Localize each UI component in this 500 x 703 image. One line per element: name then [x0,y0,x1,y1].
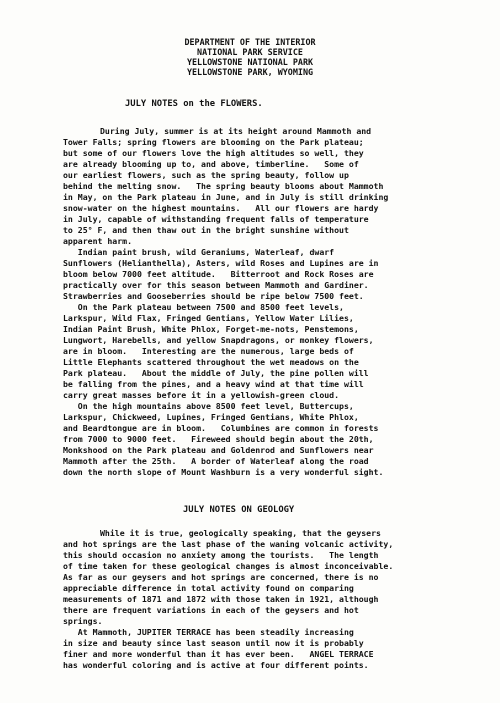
flowers-line: practically over for this season between Mammoth and Gardiner. [63,280,369,290]
flowers-line: Indian Paint Brush, White Phlox, Forget-me-nots, Penstemons, [63,324,359,334]
flowers-line: Lungwort, Harebells, and yellow Snapdragons, or monkey flowers, [63,335,374,345]
flowers-line: to 25° F, and then thaw out in the bright sunshine without [63,225,349,235]
flowers-line: in July, capable of withstanding frequent falls of temperature [63,214,369,224]
header-service: NATIONAL PARK SERVICE [197,47,303,57]
flowers-line: Larkspur, Wild Flax, Fringed Gentians, Yellow Water Lilies, [63,313,354,323]
flowers-line: down the north slope of Mount Washburn is a very wonderful sight. [63,467,384,477]
flowers-line: Indian paint brush, wild Geraniums, Waterleaf, dwarf [63,247,335,257]
geology-line: measurements of 1871 and 1872 with those taken in 1921, although [63,594,379,604]
flowers-line: our earliest flowers, such as the spring beauty, follow up [63,170,349,180]
flowers-section-title: JULY NOTES on the FLOWERS. [125,99,263,109]
flowers-line: in May, on the Park plateau in June, and in July is still drinking [63,192,389,202]
flowers-line: apparent harm. [63,236,133,246]
header-location: YELLOWSTONE PARK, WYOMING [186,67,314,77]
geology-line: finer and more wonderful than it has ever been. ANGEL TERRACE [63,649,374,659]
geology-line: appreciable difference in total activity found on comparing [63,583,354,593]
flowers-line: and Beardtongue are in bloom. Columbines are common in forests [63,423,379,433]
geology-line: and hot springs are the last phase of the waning volcanic activity, [63,539,394,549]
flowers-line: Monkshood on the Park plateau and Goldenrod and Sunflowers near [63,445,374,455]
flowers-line: On the high mountains above 8500 feet level, Buttercups, [63,401,354,411]
geology-line: has wonderful coloring and is active at four different points. [63,660,369,670]
flowers-line: but some of our flowers love the high altitudes so well, they [63,148,364,158]
flowers-line: are in bloom. Interesting are the numerous, large beds of [63,346,354,356]
flowers-line: Sunflowers (Helianthella), Asters, wild Roses and Lupines are in [63,258,379,268]
flowers-line: During July, summer is at its height around Mammoth and [100,126,372,136]
flowers-line: from 7000 to 9000 feet. Fireweed should begin about the 20th, [63,434,374,444]
flowers-line: carry great masses before it in a yellowish-green cloud. [63,390,340,400]
flowers-line: snow-water on the highest mountains. All our flowers are hardy [63,203,379,213]
geology-line: this should occasion no anxiety among the tourists. The length [63,550,379,560]
geology-line: of time taken for these geological changes is almost inconceivable. [63,561,394,571]
flowers-line: On the Park plateau between 7500 and 8500 feet levels, [63,302,344,312]
flowers-line: behind the melting snow. The spring beauty blooms about Mammoth [63,181,384,191]
header-park: YELLOWSTONE NATIONAL PARK [186,57,314,67]
geology-line: At Mammoth, JUPITER TERRACE has been steadily increasing [63,627,354,637]
flowers-line: Strawberries and Gooseberries should be ripe below 7500 feet. [63,291,364,301]
flowers-line: are already blooming up to, and above, timberline. Some of [63,159,359,169]
geology-line: in size and beauty since last season until now it is probably [63,638,364,648]
flowers-line: bloom below 7000 feet altitude. Bitterroot and Rock Roses are [63,269,374,279]
geology-section-title: JULY NOTES ON GEOLOGY [183,505,295,515]
flowers-line: Little Elephants scattered throughout the wet meadows on the [63,357,359,367]
flowers-line: be falling from the pines, and a heavy wind at that time will [63,379,364,389]
geology-line: springs. [63,616,103,626]
flowers-line: Park plateau. About the middle of July, the pine pollen will [63,368,369,378]
flowers-line: Larkspur, Chickweed, Lupines, Fringed Gentians, White Phlox, [63,412,359,422]
geology-line: While it is true, geologically speaking, that the geysers [100,528,381,538]
geology-line: As far as our geysers and hot springs are concerned, there is no [63,572,379,582]
flowers-line: Mammoth after the 25th. A border of Waterleaf along the road [63,456,369,466]
flowers-line: Tower Falls; spring flowers are blooming on the Park plateau; [63,137,364,147]
geology-line: there are frequent variations in each of the geysers and hot [63,605,359,615]
header-department: DEPARTMENT OF THE INTERIOR [184,37,316,47]
